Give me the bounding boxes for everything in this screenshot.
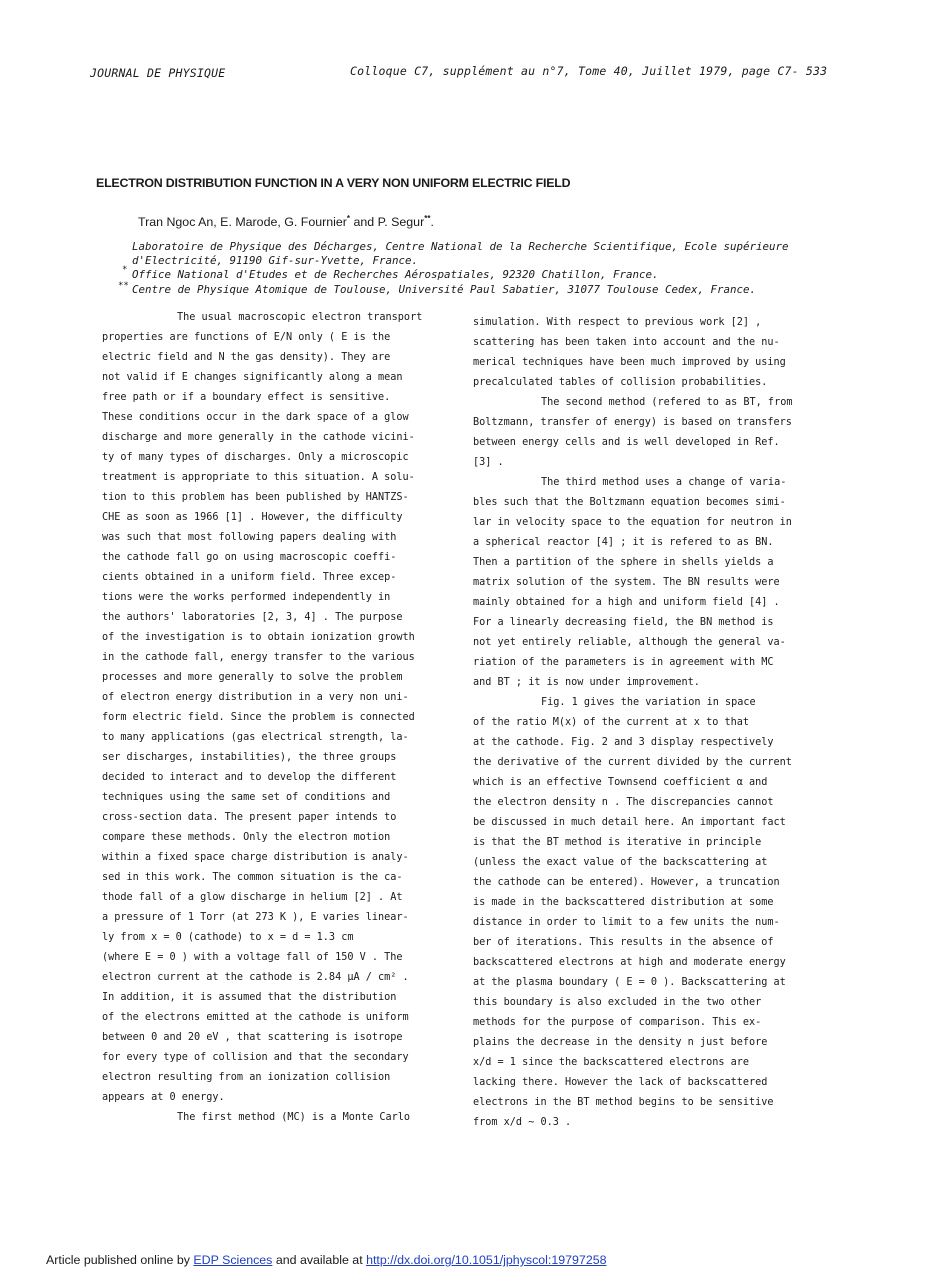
body-line: form electric field. Since the problem is connected bbox=[102, 712, 415, 723]
affiliation-text: Centre de Physique Atomique de Toulouse, Université Paul Sabatier, 31077 Toulouse Cedex, France. bbox=[132, 282, 757, 296]
paper-title: ELECTRON DISTRIBUTION FUNCTION IN A VERY NON UNIFORM ELECTRIC FIELD bbox=[96, 176, 571, 190]
body-line: These conditions occur in the dark space of a glow bbox=[102, 412, 409, 423]
body-line: plains the decrease in the density n just before bbox=[473, 1037, 768, 1048]
body-line: ber of iterations. This results in the absence of bbox=[473, 937, 774, 948]
left-column bbox=[102, 308, 457, 1128]
body-line: free path or if a boundary effect is sensitive. bbox=[102, 392, 391, 403]
affiliations bbox=[118, 240, 789, 297]
body-line: discharge and more generally in the cathode vicini- bbox=[102, 432, 415, 443]
doi-link[interactable]: http://dx.doi.org/10.1051/jphyscol:19797258 bbox=[366, 1253, 607, 1267]
author-names-a: Tran Ngoc An, E. Marode, G. Fournier bbox=[138, 215, 347, 230]
affiliation-text: Office National d'Etudes et de Recherches Aérospatiales, 92320 Chatillon, France. bbox=[132, 268, 659, 282]
body-line: of the ratio M(x) of the current at x to that bbox=[473, 717, 750, 728]
body-line: from x/d ~ 0.3 . bbox=[473, 1117, 572, 1128]
affiliation-line bbox=[122, 265, 789, 282]
body-line: which is an effective Townsend coefficient α and bbox=[473, 777, 768, 788]
body-line: [3] . bbox=[473, 457, 504, 468]
publication-footer bbox=[46, 1253, 607, 1267]
body-line: matrix solution of the system. The BN results were bbox=[473, 577, 780, 588]
body-line: compare these methods. Only the electron motion bbox=[102, 832, 391, 843]
body-line: at the cathode. Fig. 2 and 3 display respectively bbox=[473, 737, 774, 748]
body-line: riation of the parameters is in agreement with MC bbox=[473, 657, 774, 668]
author-mark-a: * bbox=[346, 214, 351, 223]
body-line: at the plasma boundary ( E = 0 ). Backscattering at bbox=[473, 977, 786, 988]
publisher-link[interactable]: EDP Sciences bbox=[193, 1253, 273, 1267]
body-line: methods for the purpose of comparison. This ex- bbox=[473, 1017, 762, 1028]
body-line: for every type of collision and that the secondary bbox=[102, 1052, 409, 1063]
body-line: to many applications (gas electrical strength, la- bbox=[102, 732, 409, 743]
body-line: decided to interact and to develop the different bbox=[102, 772, 397, 783]
journal-name: JOURNAL DE PHYSIQUE bbox=[90, 66, 226, 80]
body-line: was such that most following papers dealing with bbox=[102, 532, 397, 543]
body-line: backscattered electrons at high and moderate energy bbox=[473, 957, 786, 968]
body-line: ser discharges, instabilities), the three groups bbox=[102, 752, 397, 763]
body-line: (where E = 0 ) with a voltage fall of 150 V . The bbox=[102, 952, 403, 963]
body-line: The usual macroscopic electron transport bbox=[177, 312, 423, 323]
body-line: CHE as soon as 1966 [1] . However, the difficulty bbox=[102, 512, 403, 523]
body-line: In addition, it is assumed that the distribution bbox=[102, 992, 397, 1003]
body-line: cients obtained in a uniform field. Three excep- bbox=[102, 572, 397, 583]
body-line: merical techniques have been much improved by using bbox=[473, 357, 786, 368]
body-line: electron resulting from an ionization collision bbox=[102, 1072, 391, 1083]
body-line: precalculated tables of collision probabilities. bbox=[473, 377, 768, 388]
author-names-b: and P. Segur bbox=[350, 215, 425, 230]
body-line: this boundary is also excluded in the two other bbox=[473, 997, 762, 1008]
body-line: bles such that the Boltzmann equation becomes simi- bbox=[473, 497, 786, 508]
body-line: cross-section data. The present paper intends to bbox=[102, 812, 397, 823]
body-line: Fig. 1 gives the variation in space bbox=[541, 697, 756, 708]
body-line: a spherical reactor [4] ; it is refered to as BN. bbox=[473, 537, 774, 548]
body-line: mainly obtained for a high and uniform field [4] . bbox=[473, 597, 780, 608]
body-line: properties are functions of E/N only ( E is the bbox=[102, 332, 391, 343]
body-line: Boltzmann, transfer of energy) is based on transfers bbox=[473, 417, 792, 428]
body-line: Then a partition of the sphere in shells yields a bbox=[473, 557, 774, 568]
affiliation-mark: * bbox=[122, 265, 128, 276]
footer-middle: and available at bbox=[272, 1253, 367, 1267]
body-line: electric field and N the gas density). They are bbox=[102, 352, 391, 363]
body-line: The third method uses a change of varia- bbox=[541, 477, 787, 488]
affiliation-mark: ** bbox=[118, 280, 129, 291]
body-line: simulation. With respect to previous work [2] , bbox=[473, 317, 762, 328]
body-line: between 0 and 20 eV , that scattering is isotrope bbox=[102, 1032, 403, 1043]
body-line: lacking there. However the lack of backscattered bbox=[473, 1077, 768, 1088]
body-line: For a linearly decreasing field, the BN method is bbox=[473, 617, 774, 628]
affiliation-line: d'Electricité, 91190 Gif-sur-Yvette, France. bbox=[132, 254, 419, 268]
body-line: processes and more generally to solve the problem bbox=[102, 672, 403, 683]
body-line: is that the BT method is iterative in principle bbox=[473, 837, 762, 848]
body-line: electrons in the BT method begins to be sensitive bbox=[473, 1097, 774, 1108]
body-line: tions were the works performed independently in bbox=[102, 592, 391, 603]
body-line: be discussed in much detail here. An important fact bbox=[473, 817, 786, 828]
body-line: treatment is appropriate to this situation. A solu- bbox=[102, 472, 415, 483]
body-line: the authors' laboratories [2, 3, 4] . The purpose bbox=[102, 612, 403, 623]
body-line: the derivative of the current divided by the current bbox=[473, 757, 792, 768]
author-list bbox=[138, 214, 434, 229]
author-mark-b: ** bbox=[424, 214, 431, 223]
body-line: thode fall of a glow discharge in helium [2] . At bbox=[102, 892, 403, 903]
body-line: ly from x = 0 (cathode) to x = d = 1.3 cm bbox=[102, 932, 354, 943]
right-column bbox=[473, 313, 833, 1133]
body-line: and BT ; it is now under improvement. bbox=[473, 677, 700, 688]
affiliation-line: Laboratoire de Physique des Décharges, Centre National de la Recherche Scientifique, Ecole supérieure bbox=[132, 240, 789, 253]
affiliation-line bbox=[118, 280, 789, 297]
body-line: x/d = 1 since the backscattered electrons are bbox=[473, 1057, 750, 1068]
body-line: sed in this work. The common situation is the ca- bbox=[102, 872, 403, 883]
body-line: the cathode fall go on using macroscopic coeffi- bbox=[102, 552, 397, 563]
body-line: (unless the exact value of the backscattering at bbox=[473, 857, 768, 868]
issue-reference: Colloque C7, supplément au n°7, Tome 40, Juillet 1979, page C7- 533 bbox=[350, 64, 828, 78]
body-line: techniques using the same set of conditions and bbox=[102, 792, 391, 803]
body-line: in the cathode fall, energy transfer to the various bbox=[102, 652, 415, 663]
body-line: appears at 0 energy. bbox=[102, 1092, 225, 1103]
body-line: within a fixed space charge distribution is analy- bbox=[102, 852, 409, 863]
body-line: distance in order to limit to a few units the num- bbox=[473, 917, 780, 928]
body-line: ty of many types of discharges. Only a microscopic bbox=[102, 452, 409, 463]
body-line: scattering has been taken into account and the nu- bbox=[473, 337, 780, 348]
body-line: of electron energy distribution in a very non uni- bbox=[102, 692, 409, 703]
body-line: of the investigation is to obtain ionization growth bbox=[102, 632, 415, 643]
body-line: not valid if E changes significantly along a mean bbox=[102, 372, 403, 383]
body-line: electron current at the cathode is 2.84 μA / cm² . bbox=[102, 972, 409, 983]
author-end: . bbox=[430, 215, 434, 230]
footer-prefix: Article published online by bbox=[46, 1253, 194, 1267]
body-line: lar in velocity space to the equation for neutron in bbox=[473, 517, 792, 528]
body-line: the electron density n . The discrepancies cannot bbox=[473, 797, 774, 808]
body-line: The first method (MC) is a Monte Carlo bbox=[177, 1112, 411, 1123]
body-line: the cathode can be entered). However, a truncation bbox=[473, 877, 780, 888]
body-line: The second method (refered to as BT, from bbox=[541, 397, 793, 408]
body-line: is made in the backscattered distribution at some bbox=[473, 897, 774, 908]
body-line: tion to this problem has been published by HANTZS- bbox=[102, 492, 409, 503]
body-line: between energy cells and is well developed in Ref. bbox=[473, 437, 780, 448]
body-line: not yet entirely reliable, although the general va- bbox=[473, 637, 786, 648]
body-line: a pressure of 1 Torr (at 273 K ), E varies linear- bbox=[102, 912, 409, 923]
body-line: of the electrons emitted at the cathode is uniform bbox=[102, 1012, 409, 1023]
